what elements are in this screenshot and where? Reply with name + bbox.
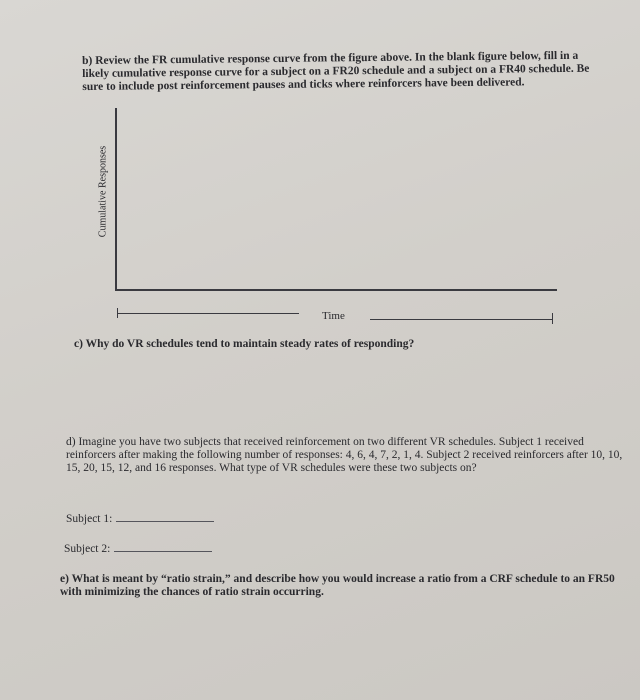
y-axis-line (115, 108, 117, 290)
subject-2-answer (64, 541, 212, 555)
subject-1-blank[interactable] (116, 511, 214, 522)
question-e: e) What is meant by “ratio strain,” and describe how you would increase a ratio from a CRF schedule to an FR50 with minimizing the chances of ratio strain occurring. (60, 573, 615, 598)
question-d: d) Imagine you have two subjects that received reinforcement on two different VR schedules. Subject 1 received reinforcers after making the following number of responses: 4, 6, 4, 7, 2, 1, 4. Subject 2 received reinforcers after 10, 10, 15, 20, 15, 12, and 16 responses. What type of VR schedules were these two subjects on? (66, 436, 623, 474)
time-arrow-right (370, 319, 553, 320)
subject-1-label: Subject 1: (66, 513, 113, 525)
subject-2-label: Subject 2: (64, 543, 111, 555)
question-b: b) Review the FR cumulative response curve from the figure above. In the blank figure below, fill in a likely cumulative response curve for a subject on a FR20 schedule and a subject on a FR40 schedule. Be sure to include post reinforcement pauses and ticks where reinforcers have been delivered. (82, 49, 590, 93)
y-axis-label: Cumulative Responses (97, 145, 109, 238)
time-arrow-left (117, 313, 299, 314)
x-axis-label: Time (322, 310, 345, 322)
time-arrow-right-cap (552, 313, 553, 324)
subject-1-answer (66, 511, 214, 525)
x-axis-line (115, 289, 557, 291)
subject-2-blank[interactable] (114, 541, 212, 552)
question-c: c) Why do VR schedules tend to maintain steady rates of responding? (74, 338, 415, 350)
